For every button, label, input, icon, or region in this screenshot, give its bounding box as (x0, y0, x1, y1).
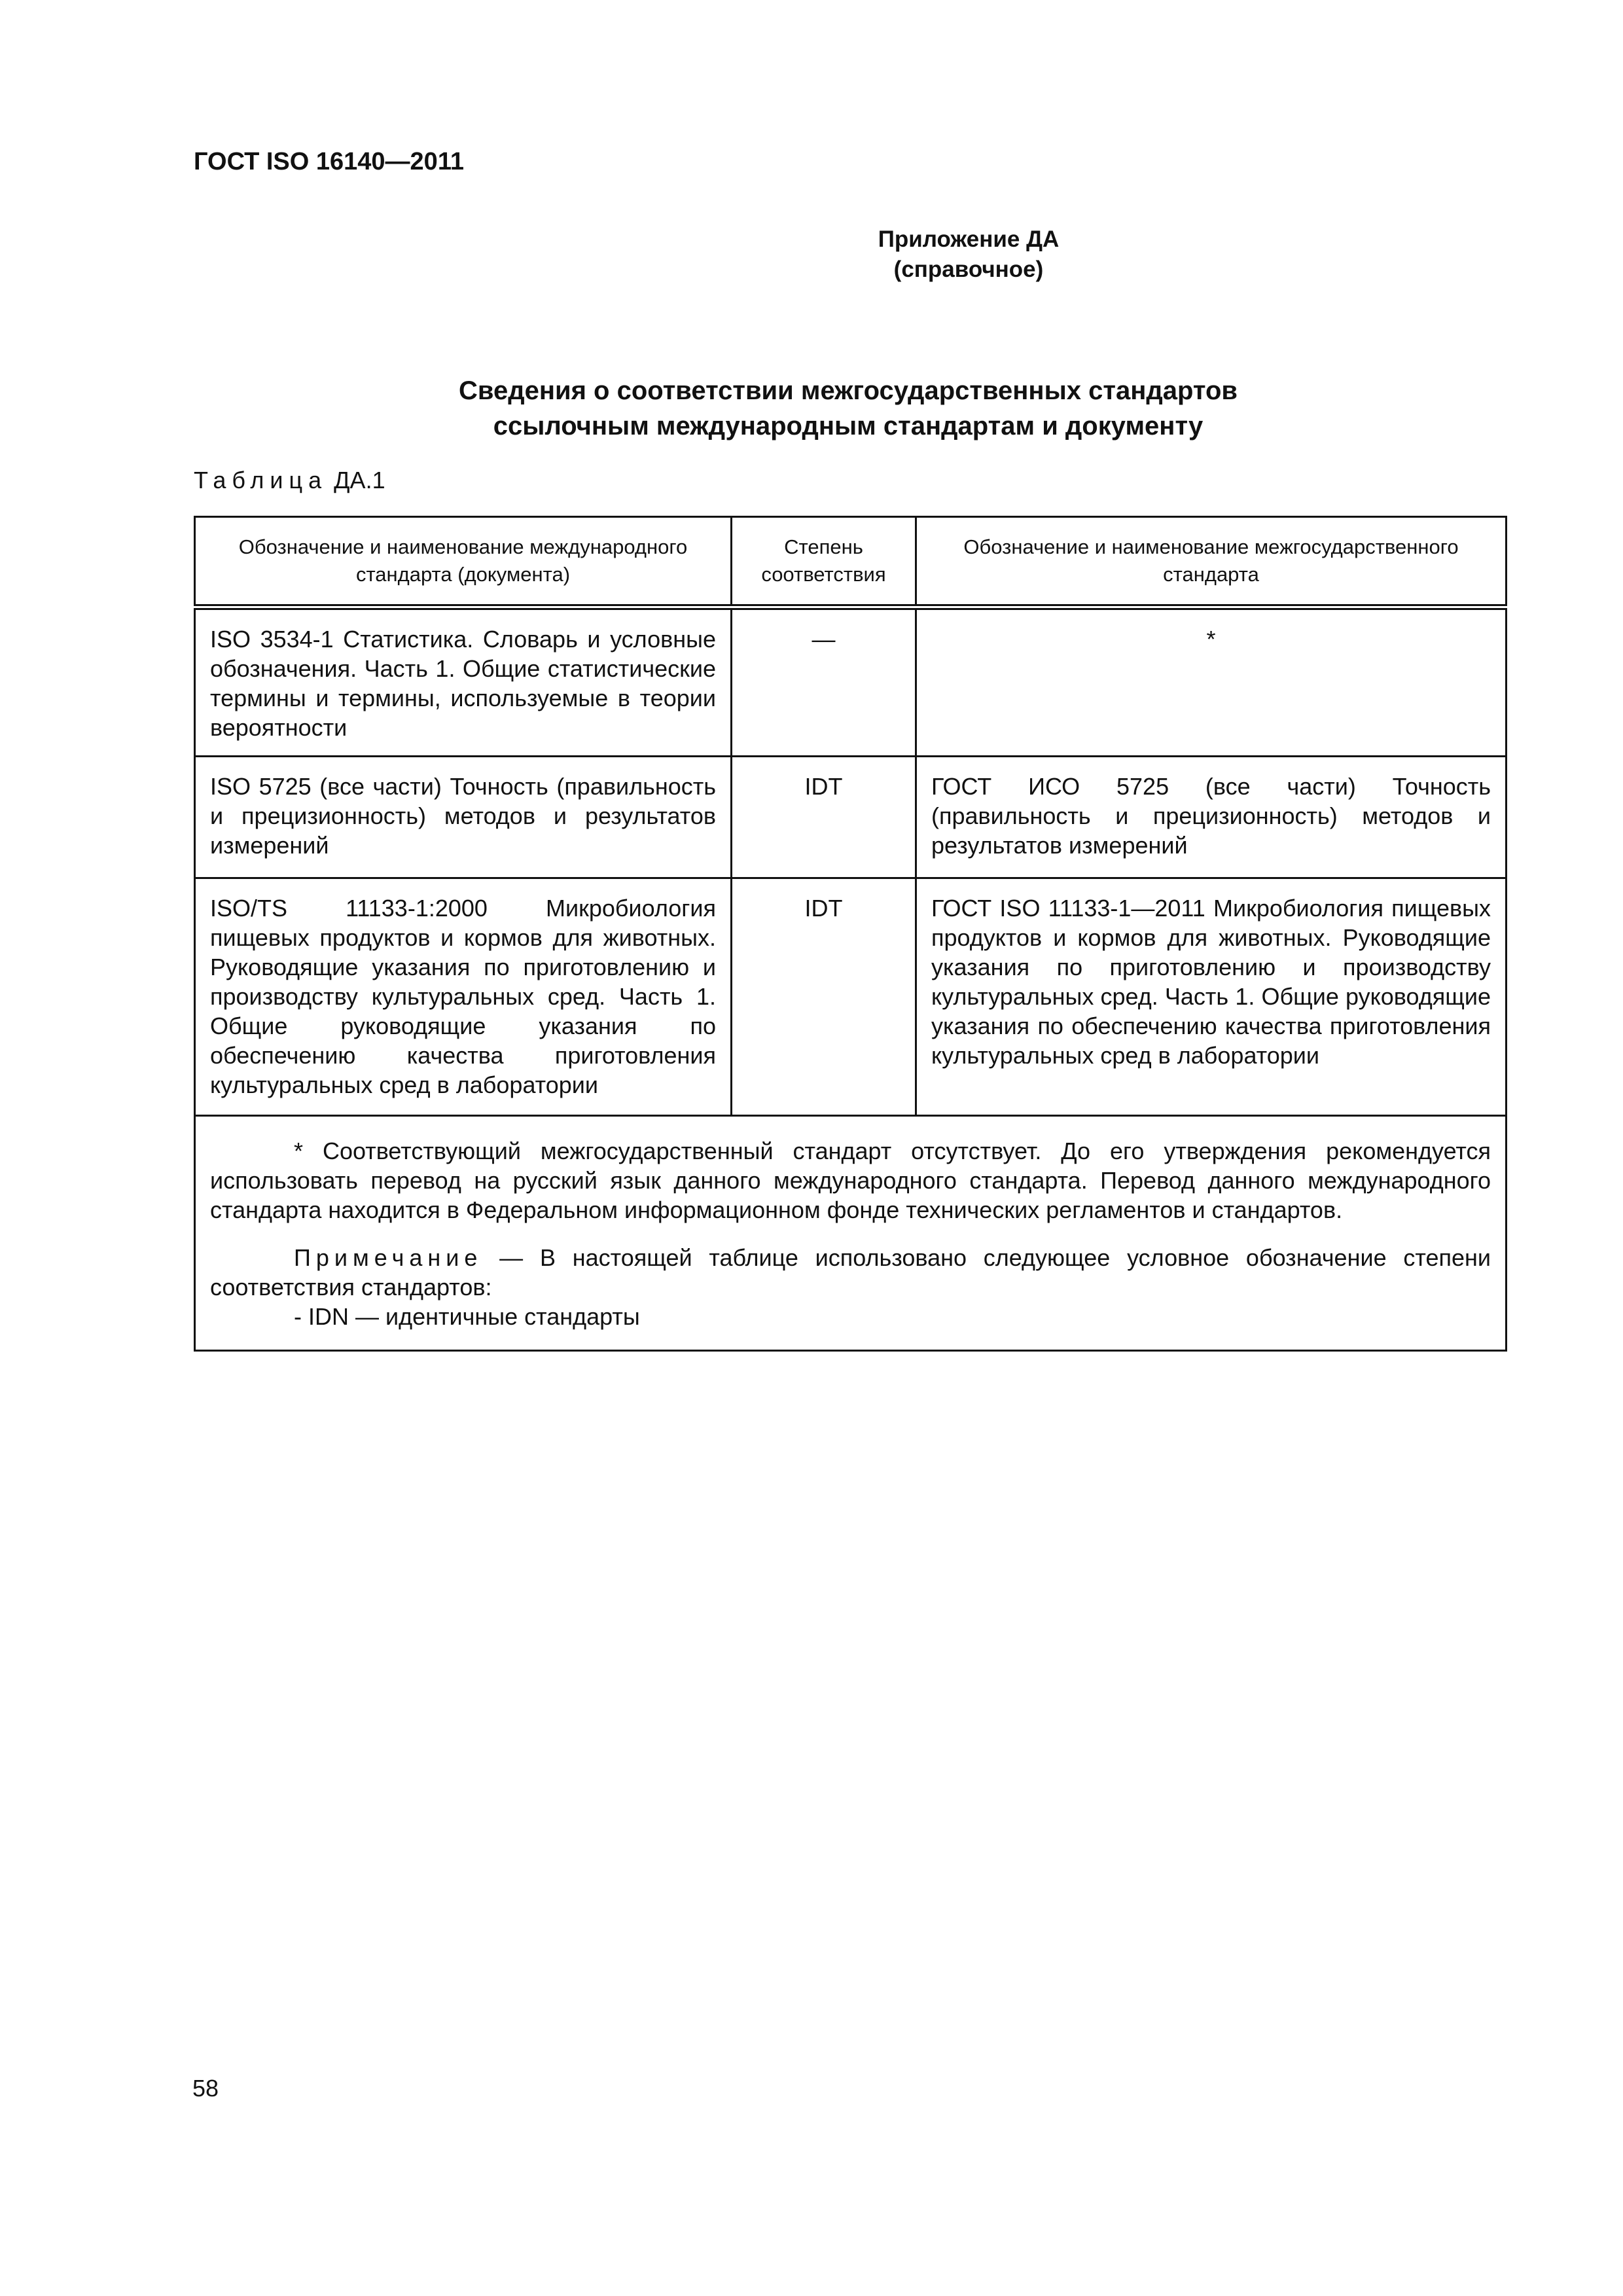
table-caption-number: ДА.1 (334, 467, 385, 493)
document-code: ГОСТ ISO 16140—2011 (194, 148, 464, 175)
table-footer-cell (195, 1116, 1507, 1351)
table-row (195, 607, 1507, 757)
appendix-kind-text: (справочное) (893, 257, 1044, 282)
footer-gap (210, 1225, 1491, 1243)
cell-international: ISO 5725 (все части) Точность (правильность и прецизионность) методов и результатов измерений (195, 757, 732, 878)
note-item: - IDN — идентичные стандарты (294, 1303, 640, 1330)
cell-degree: IDT (732, 757, 916, 878)
table-header-row (195, 517, 1507, 607)
cell-degree: — (732, 607, 916, 757)
note-text: — В настоящей таблице использовано следующее условное обозначение степени соответствия стандартов: (210, 1244, 1491, 1300)
note-word: Примечание (294, 1244, 483, 1271)
column-header-degree: Степень соответствия (732, 517, 916, 607)
section-heading-line-2: ссылочным международным стандартам и документу (493, 412, 1204, 440)
cell-international: ISO 3534-1 Статистика. Словарь и условные обозначения. Часть 1. Общие статистические термины и термины, используемые в теории вероятности (195, 607, 732, 757)
table-row (195, 757, 1507, 878)
column-header-interstate: Обозначение и наименование межгосударственного стандарта (916, 517, 1507, 607)
cell-degree: IDT (732, 878, 916, 1116)
table-caption-word: Таблица (194, 467, 328, 493)
table-footnote: * Соответствующий межгосударственный стандарт отсутствует. До его утверждения рекомендуется использовать перевод на русский язык данного международного стандарта. Перевод данного международного стандарта находится в Федеральном информационном фонде технических регламентов и стандартов. (210, 1138, 1491, 1223)
table-footer-row (195, 1116, 1507, 1351)
correspondence-table (194, 516, 1507, 1352)
section-heading-line-1: Сведения о соответствии межгосударственных стандартов (459, 376, 1238, 405)
table-note (210, 1243, 1491, 1302)
table-row (195, 878, 1507, 1116)
appendix-kind (157, 255, 1623, 284)
table-caption (194, 467, 385, 494)
page-number: 58 (192, 2075, 219, 2102)
appendix-title-text: Приложение ДА (878, 226, 1060, 252)
cell-interstate: ГОСТ ISO 11133-1—2011 Микробиология пищевых продуктов и кормов для животных. Руководящие указания по приготовлению и производству культуральных сред. Часть 1. Общие руководящие указания по обеспечению качества приготовления культуральных сред в лаборатории (916, 878, 1507, 1116)
cell-interstate: ГОСТ ИСО 5725 (все части) Точность (правильность и прецизионность) методов и результатов измерений (916, 757, 1507, 878)
cell-interstate: * (916, 607, 1507, 757)
column-header-international: Обозначение и наименование международного стандарта (документа) (195, 517, 732, 607)
section-heading (194, 373, 1503, 444)
appendix-title (157, 225, 1623, 254)
cell-international: ISO/TS 11133-1:2000 Микробиология пищевых продуктов и кормов для животных. Руководящие указания по приготовлению и производству культуральных сред. Часть 1. Общие руководящие указания по обеспечению качества приготовления культуральных сред в лаборатории (195, 878, 732, 1116)
